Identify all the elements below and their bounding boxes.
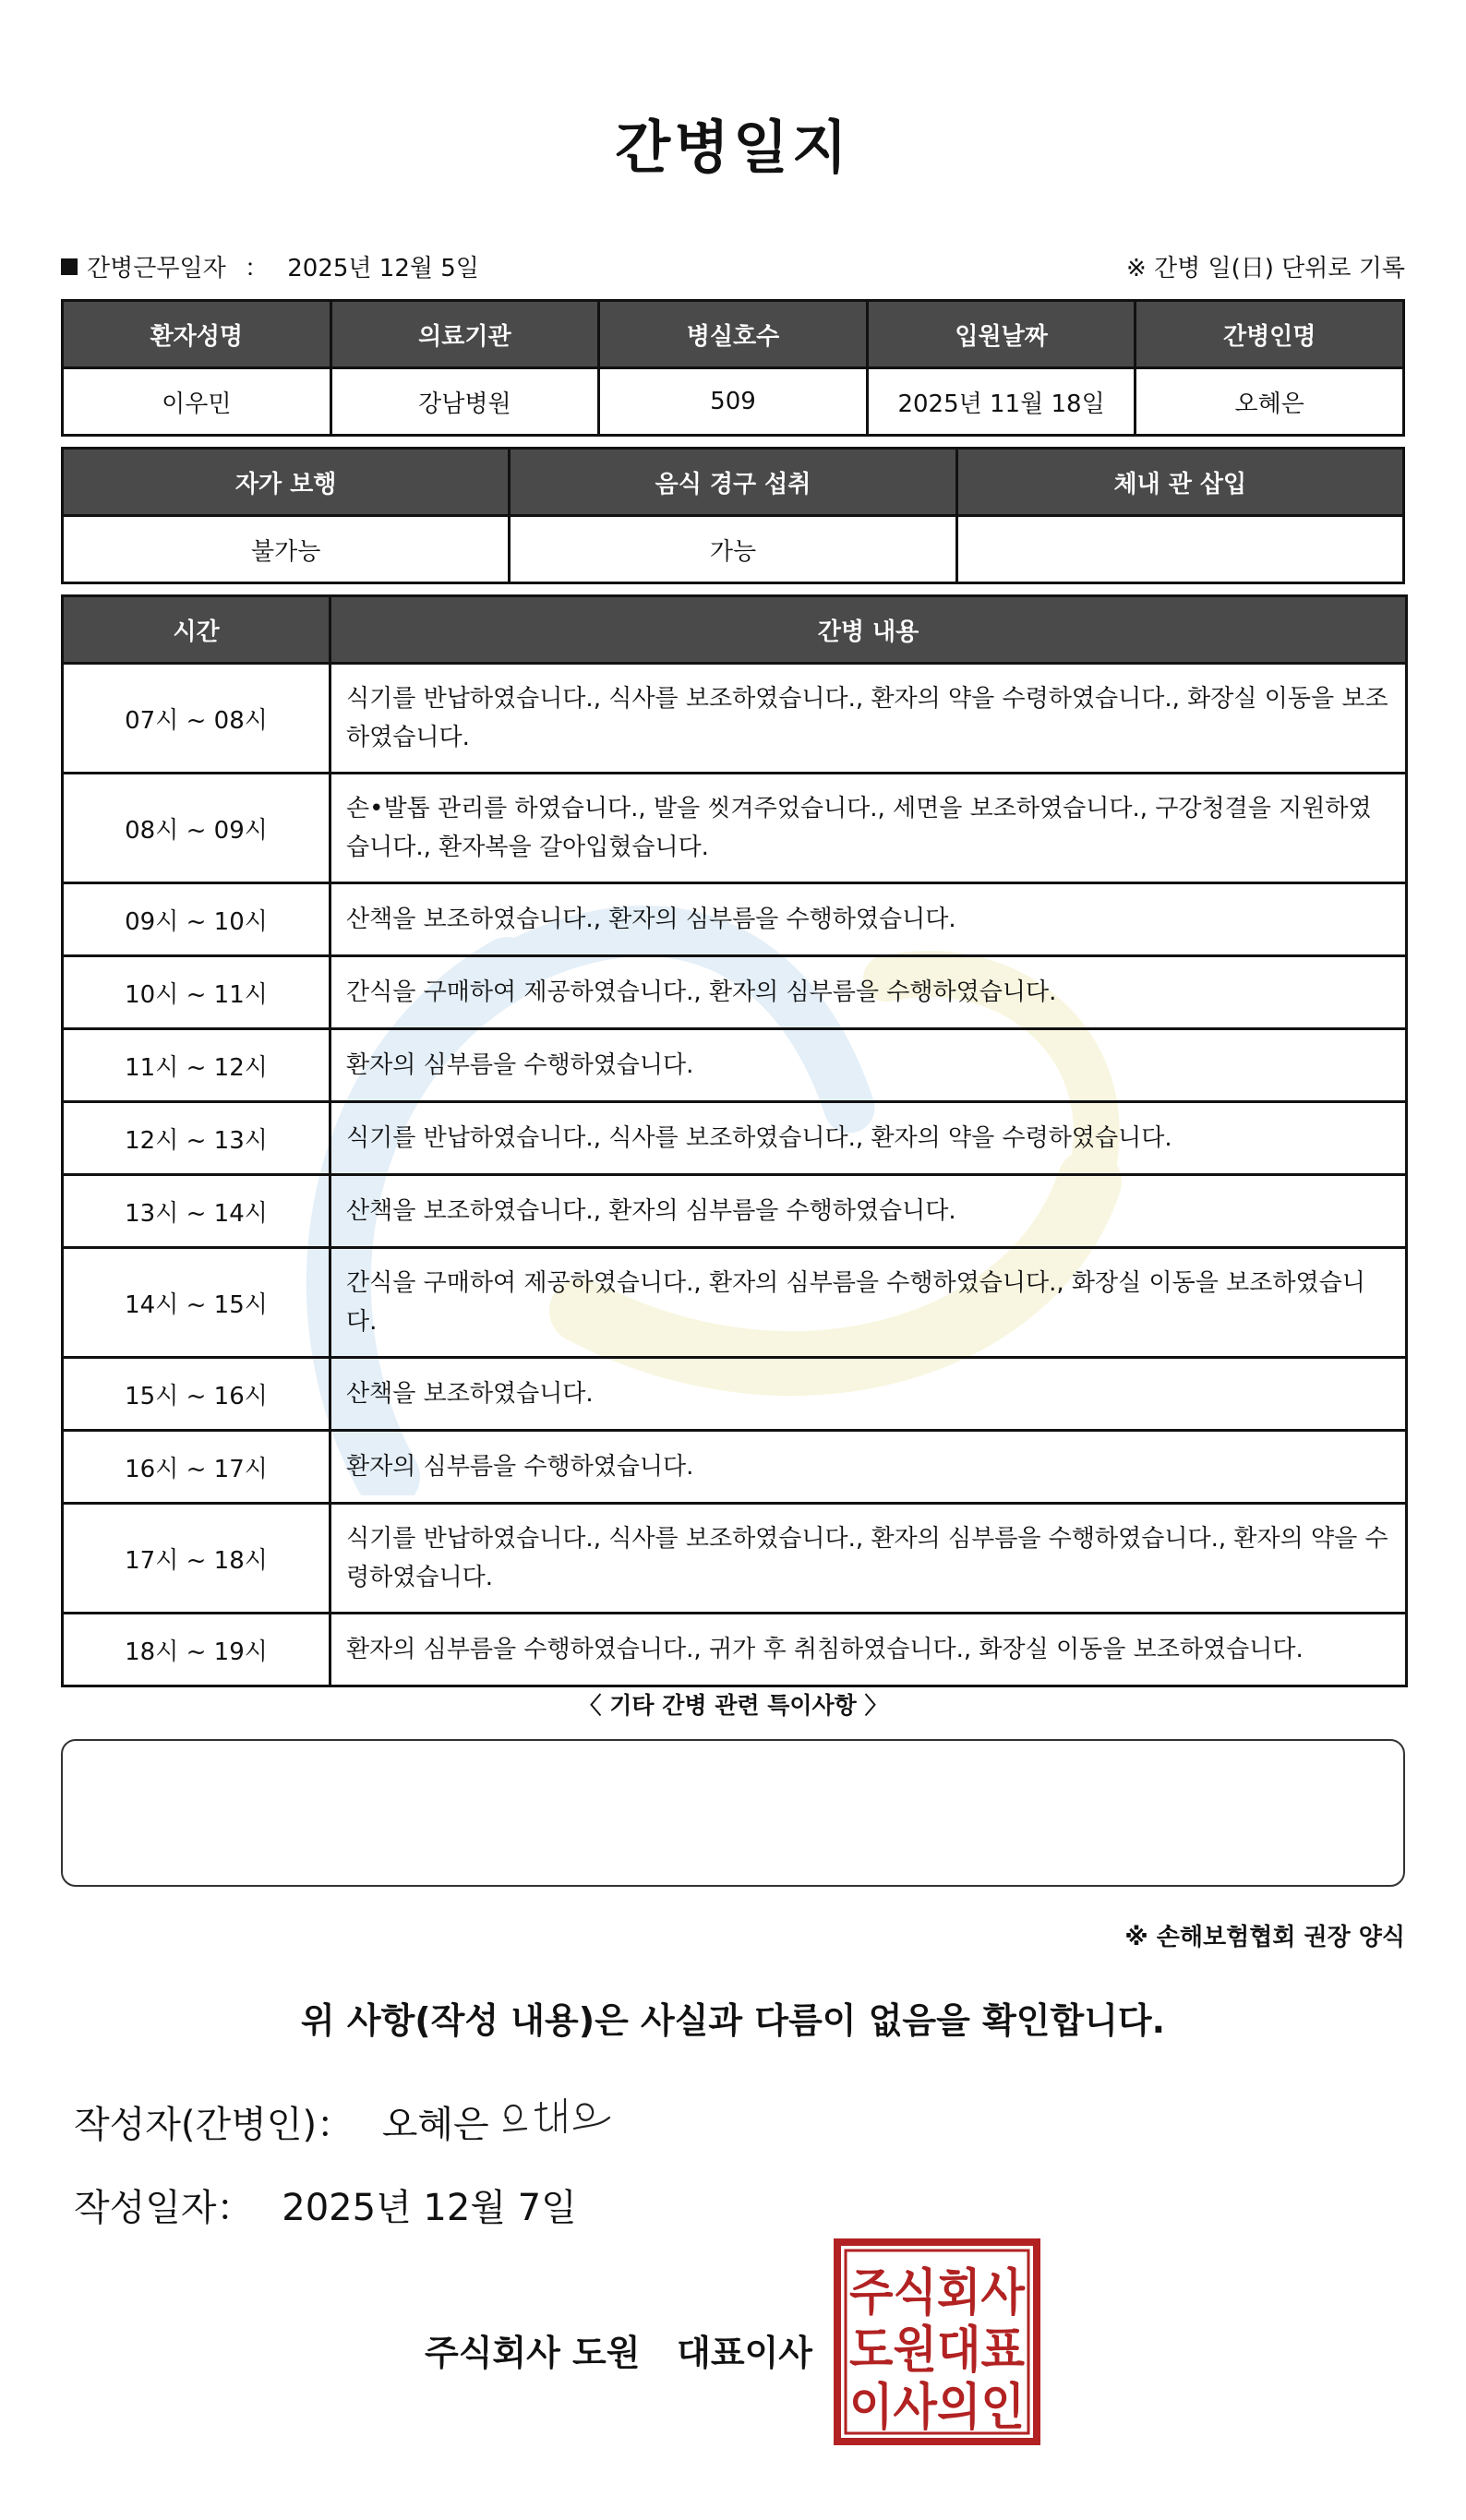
row-time: 13시 ~ 14시 — [63, 1175, 330, 1248]
svg-text:도원대표: 도원대표 — [849, 2321, 1025, 2379]
header-patient-name: 환자성명 — [63, 301, 331, 368]
writer-line — [74, 2095, 489, 2148]
patient-status-table — [61, 447, 1405, 584]
row-time: 18시 ~ 19시 — [63, 1614, 330, 1686]
table-row — [63, 1175, 1407, 1248]
company-name: 주식회사 도원 대표이사 — [425, 2333, 812, 2373]
svg-text:주식회사: 주식회사 — [849, 2263, 1026, 2322]
row-content: 산책을 보조하였습니다. — [330, 1358, 1407, 1431]
row-content: 환자의 심부름을 수행하였습니다. — [330, 1431, 1407, 1504]
handwritten-signature-icon — [499, 2090, 619, 2145]
table-row — [63, 1248, 1407, 1358]
header-time: 시간 — [63, 596, 330, 664]
table-row — [63, 883, 1407, 956]
row-content: 산책을 보조하였습니다., 환자의 심부름을 수행하였습니다. — [330, 1175, 1407, 1248]
association-note: ※ 손해보험협회 권장 양식 — [1124, 1924, 1405, 1951]
row-time: 09시 ~ 10시 — [63, 883, 330, 956]
row-content: 손•발톱 관리를 하였습니다., 발을 씻겨주었습니다., 세면을 보조하였습니다., 구강청결을 지원하였습니다., 환자복을 갈아입혔습니다. — [330, 774, 1407, 883]
caregiver-name: 오혜은 — [1136, 368, 1404, 436]
table-row — [63, 1504, 1407, 1614]
header-care-content: 간병 내용 — [330, 596, 1407, 664]
room-number: 509 — [599, 368, 868, 436]
remarks-box — [61, 1739, 1405, 1887]
table-row — [63, 1358, 1407, 1431]
table-row — [63, 664, 1407, 774]
confirmation-statement: 위 사항(작성 내용)은 사실과 다름이 없음을 확인합니다. — [300, 2000, 1166, 2041]
writer-label: 작성자(간병인)： — [74, 2104, 354, 2146]
row-time: 17시 ~ 18시 — [63, 1504, 330, 1614]
remarks-title: 〈 기타 간병 관련 특이사항 〉 — [578, 1692, 888, 1719]
row-content: 간식을 구매하여 제공하였습니다., 환자의 심부름을 수행하였습니다. — [330, 956, 1407, 1029]
care-log-table — [61, 594, 1408, 1687]
tube-insertion-value — [956, 516, 1403, 583]
row-content: 식기를 반납하였습니다., 식사를 보조하였습니다., 환자의 심부름을 수행하였습니다., 환자의 약을 수령하였습니다. — [330, 1504, 1407, 1614]
work-date — [61, 249, 479, 283]
patient-name: 이우민 — [63, 368, 331, 436]
table-row — [63, 1431, 1407, 1504]
unit-note: ※ 간병 일(日) 단위로 기록 — [1125, 255, 1405, 282]
row-time: 07시 ~ 08시 — [63, 664, 330, 774]
row-content: 환자의 심부름을 수행하였습니다. — [330, 1029, 1407, 1102]
table-row — [63, 956, 1407, 1029]
work-date-separator: ： — [244, 255, 269, 282]
row-content: 간식을 구매하여 제공하였습니다., 환자의 심부름을 수행하였습니다., 화장실 이동을 보조하였습니다. — [330, 1248, 1407, 1358]
header-tube-insertion: 체내 관 삽입 — [956, 449, 1403, 516]
work-date-value: 2025년 12월 5일 — [287, 255, 479, 282]
self-walking-value: 불가능 — [63, 516, 510, 583]
write-date-value: 2025년 12월 7일 — [282, 2187, 577, 2229]
writer-name: 오혜은 — [381, 2104, 489, 2146]
write-date-line — [74, 2178, 577, 2231]
header-caregiver: 간병인명 — [1136, 301, 1404, 368]
row-content: 산책을 보조하였습니다., 환자의 심부름을 수행하였습니다. — [330, 883, 1407, 956]
svg-text:이사의인: 이사의인 — [849, 2378, 1025, 2436]
row-time: 12시 ~ 13시 — [63, 1102, 330, 1175]
row-content: 식기를 반납하였습니다., 식사를 보조하였습니다., 환자의 약을 수령하였습니다., 화장실 이동을 보조하였습니다. — [330, 664, 1407, 774]
header-admission-date: 입원날짜 — [867, 301, 1136, 368]
hospital: 강남병원 — [330, 368, 599, 436]
table-row — [63, 1614, 1407, 1686]
admission-date: 2025년 11월 18일 — [867, 368, 1136, 436]
row-time: 16시 ~ 17시 — [63, 1431, 330, 1504]
row-time: 11시 ~ 12시 — [63, 1029, 330, 1102]
header-self-walking: 자가 보행 — [63, 449, 510, 516]
table-row — [63, 774, 1407, 883]
page-title: 간병일지 — [615, 114, 851, 181]
write-date-label: 작성일자： — [74, 2187, 254, 2229]
header-oral-intake: 음식 경구 섭취 — [510, 449, 956, 516]
row-content: 환자의 심부름을 수행하였습니다., 귀가 후 취침하였습니다., 화장실 이동을 보조하였습니다. — [330, 1614, 1407, 1686]
row-time: 15시 ~ 16시 — [63, 1358, 330, 1431]
table-row — [63, 1102, 1407, 1175]
row-content: 식기를 반납하였습니다., 식사를 보조하였습니다., 환자의 약을 수령하였습니다. — [330, 1102, 1407, 1175]
patient-info-table — [61, 299, 1405, 437]
row-time: 14시 ~ 15시 — [63, 1248, 330, 1358]
oral-intake-value: 가능 — [510, 516, 956, 583]
work-date-label: 간병근무일자 — [87, 255, 226, 282]
company-seal-icon — [833, 2238, 1041, 2446]
header-room: 병실호수 — [599, 301, 868, 368]
row-time: 10시 ~ 11시 — [63, 956, 330, 1029]
square-bullet-icon — [61, 258, 78, 275]
header-hospital: 의료기관 — [330, 301, 599, 368]
row-time: 08시 ~ 09시 — [63, 774, 330, 883]
table-row — [63, 1029, 1407, 1102]
